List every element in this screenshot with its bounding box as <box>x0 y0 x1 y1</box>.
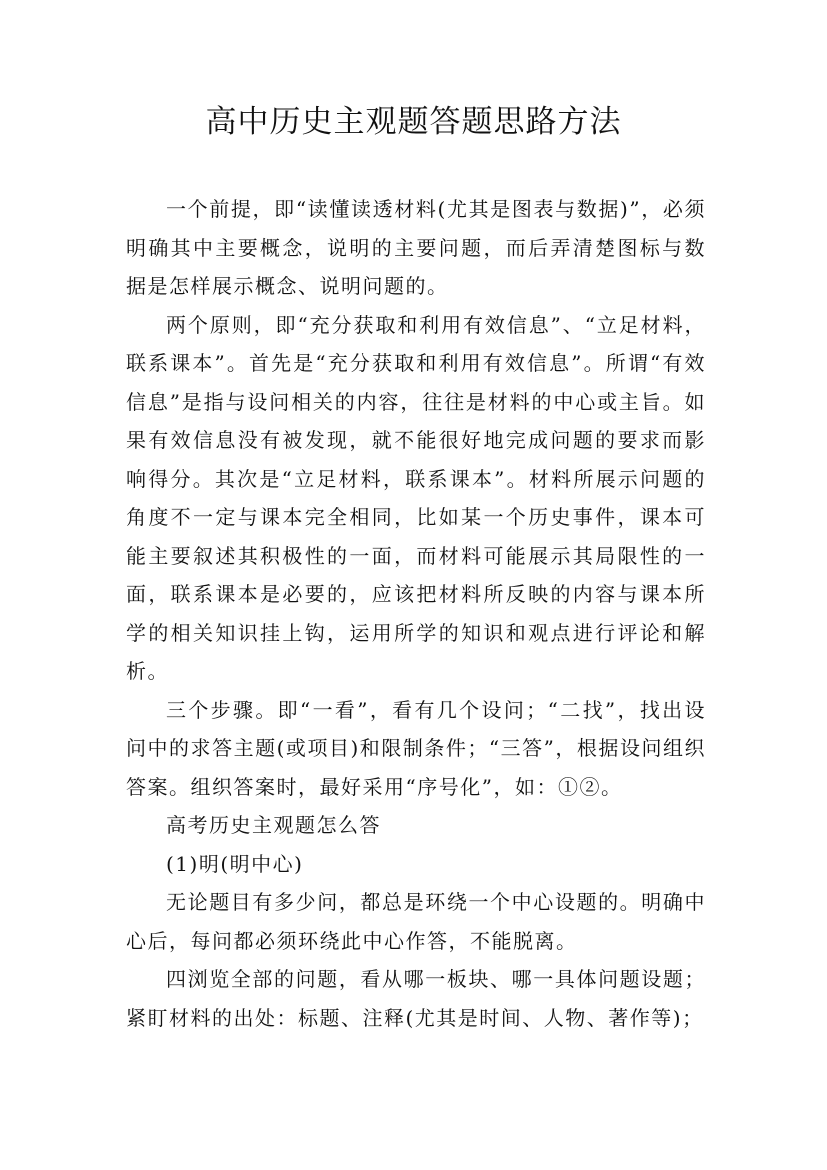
document-body <box>126 190 706 1037</box>
paragraph-steps: 三个步骤。即“一看”，看有几个设问；“二找”，找出设问中的求答主题(或项目)和限制条件；“三答”，根据设问组织答案。组织答案时，最好采用“序号化”，如：①②。 <box>126 697 706 799</box>
paragraph-browse: 四浏览全部的问题，看从哪一板块、哪一具体问题设题；紧盯材料的出处：标题、注释(尤其是时间、人物、著作等)； <box>126 967 706 1030</box>
paragraph-center: 无论题目有多少问，都总是环绕一个中心设题的。明确中心后，每问都必须环绕此中心作答，不能脱离。 <box>126 890 706 953</box>
paragraph-principles: 两个原则，即“充分获取和利用有效信息”、“立足材料，联系课本”。首先是“充分获取和利用有效信息”。所谓“有效信息”是指与设问相关的内容，往往是材料的中心或主旨。如果有效信息没有被发现，就不能很好地完成问题的要求而影响得分。其次是“立足材料，联系课本”。材料所展示问题的角度不一定与课本完全相同，比如某一个历史事件，课本可能主要叙述其积极性的一面，而材料可能展示其局限性的一面，联系课本是必要的，应该把材料所反映的内容与课本所学的相关知识挂上钩，运用所学的知识和观点进行评论和解析。 <box>126 312 706 683</box>
paragraph-premise: 一个前提，即“读懂读透材料(尤其是图表与数据)”，必须明确其中主要概念，说明的主要问题，而后弄清楚图标与数据是怎样展示概念、说明问题的。 <box>126 197 706 298</box>
subsection-heading: (1)明(明中心) <box>166 851 304 876</box>
document-title: 高中历史主观题答题思路方法 <box>205 104 622 140</box>
section-heading: 高考历史主观题怎么答 <box>166 813 381 837</box>
